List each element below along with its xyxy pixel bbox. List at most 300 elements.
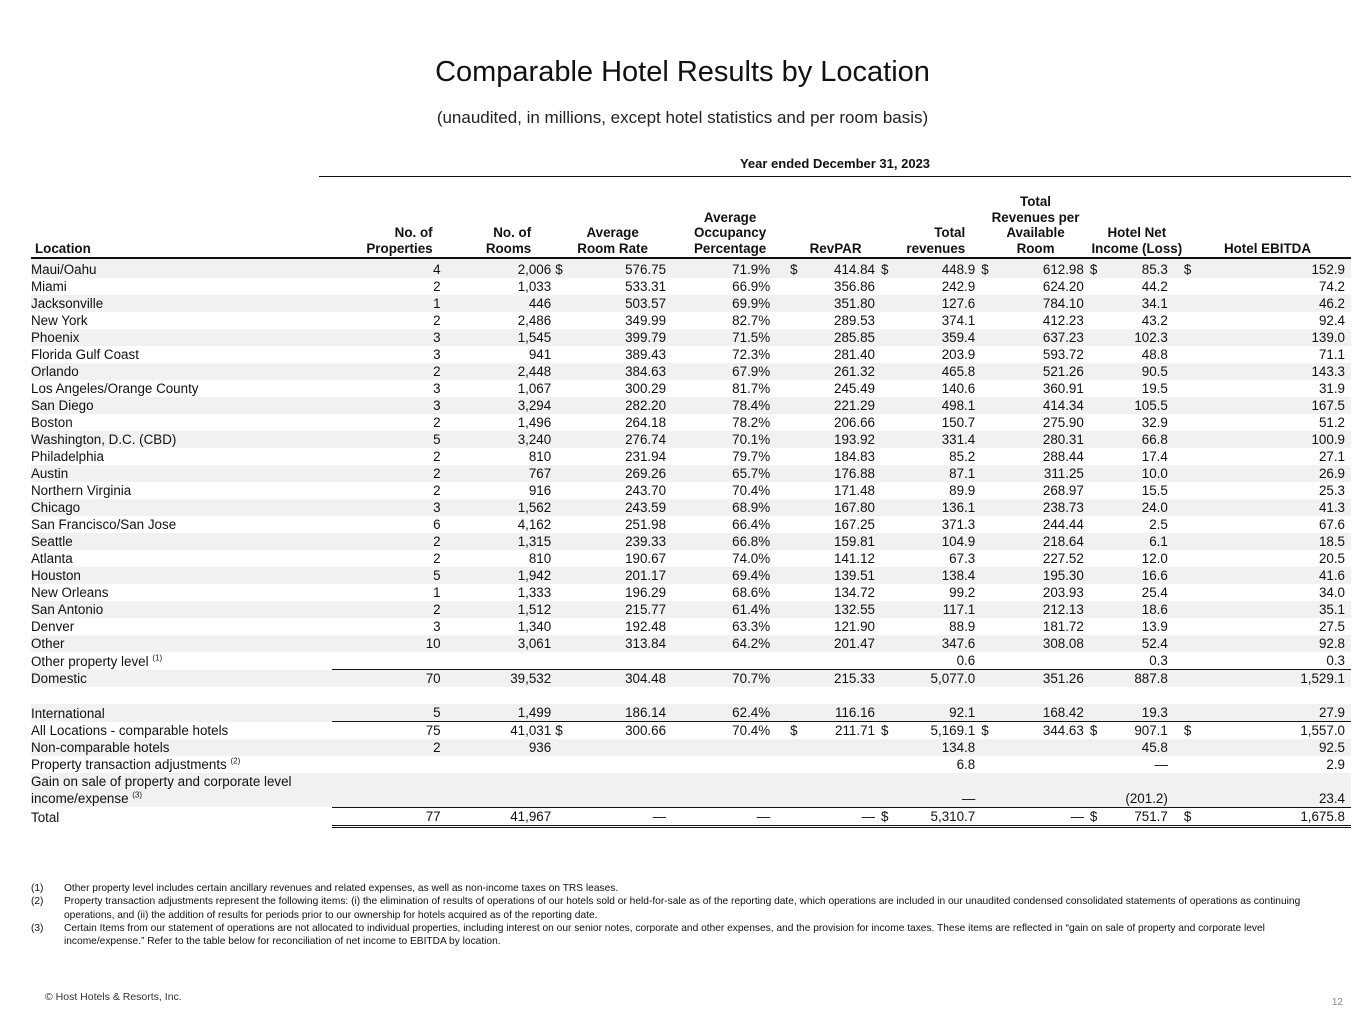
cell-occupancy: 69.9% [670, 295, 790, 312]
currency-symbol: $ [1090, 258, 1109, 278]
footnote-1: (1) Other property level includes certain ancillary revenues and related expenses, as well as non-income taxes on TRS leases. [31, 883, 619, 894]
currency-symbol [1090, 380, 1109, 397]
cell-rooms: 39,532 [447, 670, 556, 688]
cell-occupancy: 66.9% [732, 279, 771, 294]
currency-symbol [1184, 295, 1203, 312]
cell-revpar: 171.48 [834, 483, 875, 498]
cell-rooms [447, 756, 556, 773]
currency-symbol: $ [881, 722, 900, 740]
row-location: Atlanta [31, 551, 73, 566]
cell-ebitda: 41.6 [1203, 567, 1351, 584]
currency-symbol [1090, 739, 1109, 756]
currency-symbol [1090, 482, 1109, 499]
cell-net-income: 102.3 [1109, 329, 1184, 346]
domestic-row [31, 670, 1351, 688]
cell-ebitda: 71.1 [1318, 347, 1345, 362]
currency-symbol [790, 652, 809, 670]
currency-symbol [1090, 465, 1109, 482]
currency-symbol [790, 567, 809, 584]
row-location: Phoenix [31, 329, 332, 346]
currency-symbol: $ [790, 258, 809, 278]
cell-properties: 2 [433, 415, 441, 430]
currency-symbol [981, 312, 1000, 329]
cell-net-income: 90.5 [1109, 363, 1184, 380]
cell-occupancy: 71.5% [670, 329, 790, 346]
cell-net-income: 52.4 [1109, 635, 1184, 652]
cell-revpar: 132.55 [809, 601, 881, 618]
currency-symbol [790, 295, 809, 312]
cell-total-rev: 67.3 [949, 551, 976, 566]
currency-symbol [981, 635, 1000, 652]
cell-revpar [809, 773, 881, 807]
location-row [31, 346, 1351, 363]
currency-symbol [981, 652, 1000, 670]
currency-symbol [1090, 397, 1109, 414]
cell-revpar: 356.86 [834, 279, 875, 294]
cell-avg-rate [574, 652, 670, 670]
cell-net-income: 10.0 [1109, 465, 1184, 482]
currency-symbol [881, 635, 900, 652]
currency-symbol [981, 550, 1000, 567]
cell-rooms: 1,333 [517, 585, 552, 600]
currency-symbol [1184, 431, 1203, 448]
currency-symbol: $ [1184, 258, 1203, 278]
currency-symbol [555, 431, 574, 448]
cell-net-income: 13.9 [1141, 619, 1168, 634]
cell-avg-rate: 349.99 [625, 313, 667, 328]
cell-occupancy: — [670, 807, 790, 826]
currency-symbol [555, 465, 574, 482]
cell-occupancy: 74.0% [732, 551, 771, 566]
cell-occupancy: 62.4% [670, 704, 790, 722]
cell-net-income: 85.3 [1109, 258, 1184, 278]
cell-ebitda: 35.1 [1203, 601, 1351, 618]
row-location: Boston [31, 415, 73, 430]
row-location: San Diego [31, 397, 332, 414]
currency-symbol [555, 670, 574, 688]
cell-avg-rate: 231.94 [625, 449, 667, 464]
cell-total-rev: 0.6 [956, 653, 976, 668]
currency-symbol [555, 739, 574, 756]
non-comparable-row [31, 739, 1351, 756]
row-location: Los Angeles/Orange County [31, 381, 199, 396]
row-location: Austin [31, 465, 332, 482]
currency-symbol [881, 739, 900, 756]
cell-occupancy: 72.3% [732, 347, 771, 362]
currency-symbol: $ [555, 258, 574, 278]
cell-ebitda: 92.4 [1318, 313, 1345, 328]
gain-on-sale-row [31, 773, 1351, 807]
cell-rooms: 1,315 [447, 533, 556, 550]
currency-symbol [881, 584, 900, 601]
currency-symbol [1184, 448, 1203, 465]
currency-symbol: $ [1090, 722, 1109, 740]
currency-symbol [790, 618, 809, 635]
cell-trevpar: 238.73 [1000, 499, 1090, 516]
currency-symbol [881, 773, 900, 807]
hotel-results-table [31, 182, 1351, 828]
cell-total-rev: 242.9 [941, 279, 976, 294]
currency-symbol [1184, 670, 1203, 688]
cell-occupancy: 70.7% [670, 670, 790, 688]
currency-symbol [555, 448, 574, 465]
cell-ebitda: 34.0 [1318, 585, 1345, 600]
cell-revpar: 414.84 [809, 258, 881, 278]
cell-total-rev: 374.1 [941, 313, 976, 328]
column-header-location: Location [31, 182, 332, 258]
row-location: Total [31, 810, 60, 825]
cell-net-income: 44.2 [1141, 279, 1168, 294]
cell-rooms: 1,942 [447, 567, 556, 584]
currency-symbol [1090, 329, 1109, 346]
location-row [31, 312, 1351, 329]
cell-avg-rate [574, 756, 670, 773]
cell-occupancy: 78.4% [670, 397, 790, 414]
location-row [31, 499, 1351, 516]
cell-properties: 2 [433, 551, 441, 566]
cell-properties [332, 756, 447, 773]
row-location: Other [31, 635, 332, 652]
cell-trevpar: 593.72 [1042, 347, 1084, 362]
currency-symbol [555, 635, 574, 652]
cell-total-rev: 89.9 [949, 483, 976, 498]
cell-properties [332, 773, 447, 807]
location-row [31, 363, 1351, 380]
currency-symbol [981, 618, 1000, 635]
period-header-rule [319, 176, 1351, 177]
location-row [31, 278, 1351, 295]
row-location: Washington, D.C. (CBD) [31, 431, 332, 448]
cell-occupancy: 82.7% [732, 313, 771, 328]
currency-symbol [1090, 278, 1109, 295]
cell-revpar: 167.25 [834, 517, 875, 532]
cell-total-rev: 359.4 [900, 329, 981, 346]
currency-symbol [1090, 652, 1109, 670]
cell-trevpar: 308.08 [1000, 635, 1090, 652]
cell-net-income: 19.3 [1109, 704, 1184, 722]
currency-symbol [1184, 465, 1203, 482]
row-location: International [31, 704, 332, 722]
location-row [31, 329, 1351, 346]
currency-symbol [981, 329, 1000, 346]
row-location: Chicago [31, 499, 332, 516]
currency-symbol [790, 346, 809, 363]
currency-symbol [881, 567, 900, 584]
currency-symbol [1184, 635, 1203, 652]
cell-trevpar: 344.63 [1000, 722, 1090, 740]
cell-total-rev: 136.1 [900, 499, 981, 516]
cell-ebitda: 0.3 [1326, 653, 1345, 668]
currency-symbol [1184, 499, 1203, 516]
cell-revpar: 206.66 [834, 415, 875, 430]
currency-symbol [555, 533, 574, 550]
currency-symbol [981, 346, 1000, 363]
cell-properties: 3 [332, 397, 447, 414]
footnote-marker: (1) [152, 653, 163, 663]
cell-occupancy [670, 652, 790, 670]
cell-occupancy: 78.2% [732, 415, 771, 430]
cell-avg-rate: 399.79 [574, 329, 670, 346]
currency-symbol [981, 773, 1000, 807]
cell-net-income: 25.4 [1141, 585, 1168, 600]
currency-symbol [981, 295, 1000, 312]
cell-net-income: 6.1 [1109, 533, 1184, 550]
currency-symbol [1184, 550, 1203, 567]
cell-trevpar: 412.23 [1042, 313, 1084, 328]
cell-occupancy: 70.4% [670, 722, 790, 740]
cell-trevpar: 227.52 [1042, 551, 1084, 566]
cell-net-income: 15.5 [1141, 483, 1168, 498]
cell-ebitda: 92.8 [1203, 635, 1351, 652]
international-row [31, 704, 1351, 722]
currency-symbol [1090, 363, 1109, 380]
location-row [31, 295, 1351, 312]
currency-symbol [981, 363, 1000, 380]
cell-net-income: 24.0 [1109, 499, 1184, 516]
cell-avg-rate: 533.31 [625, 279, 667, 294]
row-location: Denver [31, 619, 75, 634]
row-location: Non-comparable hotels [31, 739, 332, 756]
cell-properties: 70 [332, 670, 447, 688]
currency-symbol [881, 601, 900, 618]
cell-total-rev: 347.6 [900, 635, 981, 652]
cell-rooms: 2,486 [517, 313, 552, 328]
location-row [31, 550, 1351, 567]
copyright: © Host Hotels & Resorts, Inc. [45, 991, 182, 1003]
cell-net-income: 887.8 [1109, 670, 1184, 688]
cell-properties: 1 [433, 585, 441, 600]
currency-symbol [981, 278, 1000, 295]
cell-net-income: 43.2 [1141, 313, 1168, 328]
currency-symbol [881, 550, 900, 567]
currency-symbol [1090, 295, 1109, 312]
cell-revpar: 176.88 [809, 465, 881, 482]
cell-properties: 77 [332, 807, 447, 826]
currency-symbol [981, 482, 1000, 499]
cell-ebitda: 143.3 [1203, 363, 1351, 380]
cell-net-income: 907.1 [1109, 722, 1184, 740]
cell-avg-rate: 389.43 [625, 347, 667, 362]
cell-ebitda: 139.0 [1203, 329, 1351, 346]
cell-properties: 3 [332, 499, 447, 516]
cell-occupancy: 68.6% [732, 585, 771, 600]
currency-symbol [1184, 652, 1203, 670]
currency-symbol [1090, 431, 1109, 448]
cell-revpar: 121.90 [834, 619, 875, 634]
currency-symbol [881, 756, 900, 773]
cell-net-income: 19.5 [1141, 381, 1168, 396]
cell-ebitda: 46.2 [1203, 295, 1351, 312]
cell-trevpar: 203.93 [1042, 585, 1084, 600]
currency-symbol: $ [790, 722, 809, 740]
currency-symbol [1090, 312, 1109, 329]
footnote-3: (3) Certain Items from our statement of operations are not allocated to individual properties, including interest on our senior notes, corporate and other expenses, and the provision for income taxes. These items are reflected in “gain on sale of property and corporate level income/expense.” Refer to the table below for reconciliation of net income to EBITDA by location. [31, 922, 1265, 948]
currency-symbol [555, 482, 574, 499]
currency-symbol [555, 499, 574, 516]
period-header: Year ended December 31, 2023 [739, 156, 931, 171]
cell-properties: 3 [433, 381, 441, 396]
currency-symbol [1184, 312, 1203, 329]
currency-symbol [555, 807, 574, 826]
cell-avg-rate [574, 739, 670, 756]
cell-rooms: 916 [528, 483, 552, 498]
row-location: Florida Gulf Coast [31, 347, 139, 362]
cell-properties: 2 [433, 313, 441, 328]
cell-revpar: 351.80 [809, 295, 881, 312]
currency-symbol [1090, 704, 1109, 722]
cell-avg-rate: 243.70 [625, 483, 667, 498]
cell-ebitda: 18.5 [1203, 533, 1351, 550]
currency-symbol [1184, 482, 1203, 499]
cell-net-income: (201.2) [1109, 773, 1184, 807]
currency-symbol [555, 550, 574, 567]
footnote-marker: (2) [230, 756, 241, 766]
page-subtitle: (unaudited, in millions, except hotel statistics and per room basis) [436, 108, 929, 127]
cell-revpar: 116.16 [809, 704, 881, 722]
currency-symbol [555, 380, 574, 397]
currency-symbol [881, 704, 900, 722]
cell-properties: 2 [433, 483, 441, 498]
currency-symbol [1090, 448, 1109, 465]
currency-symbol [1090, 756, 1109, 773]
cell-occupancy: 66.8% [670, 533, 790, 550]
total-row [31, 807, 1351, 826]
cell-total-rev: 88.9 [949, 619, 976, 634]
currency-symbol [790, 807, 809, 826]
cell-properties: 4 [332, 258, 447, 278]
currency-symbol [981, 414, 1000, 431]
cell-trevpar [1000, 773, 1090, 807]
currency-symbol [555, 363, 574, 380]
cell-rooms: 1,499 [447, 704, 556, 722]
cell-total-rev: 331.4 [900, 431, 981, 448]
cell-occupancy: 61.4% [670, 601, 790, 618]
cell-ebitda: 74.2 [1318, 279, 1345, 294]
location-row [31, 380, 1351, 397]
cell-avg-rate [574, 773, 670, 807]
currency-symbol [790, 431, 809, 448]
row-location: Domestic [31, 670, 332, 688]
cell-avg-rate: 251.98 [625, 517, 667, 532]
cell-revpar: 211.71 [809, 722, 881, 740]
row-location: Property transaction adjustments $^{(2)}$ [31, 756, 241, 772]
cell-trevpar: 612.98 [1000, 258, 1090, 278]
cell-total-rev: 448.9 [900, 258, 981, 278]
currency-symbol [555, 329, 574, 346]
cell-rooms: 810 [528, 449, 552, 464]
column-header-occupancy: Average Occupancy Percentage [670, 182, 790, 258]
cell-rooms: 446 [447, 295, 556, 312]
cell-avg-rate: 243.59 [574, 499, 670, 516]
cell-total-rev: 92.1 [900, 704, 981, 722]
currency-symbol [881, 329, 900, 346]
footnote-2: (2) Property transaction adjustments represent the following items: (i) the elimination of results of operations of our hotels sold or held-for-sale as of the reporting date, which operations are included in our unaudited condensed consolidated statements of operations as continuing operations, and (ii) the addition of results for periods prior to our ownership for hotels acquired as of the reporting date. [31, 896, 1301, 921]
cell-ebitda: 100.9 [1203, 431, 1351, 448]
cell-revpar [809, 756, 881, 773]
cell-avg-rate: 384.63 [574, 363, 670, 380]
cell-revpar: 159.81 [809, 533, 881, 550]
cell-net-income: — [1154, 757, 1168, 772]
cell-total-rev: 117.1 [900, 601, 981, 618]
cell-ebitda: 26.9 [1203, 465, 1351, 482]
cell-avg-rate: 215.77 [574, 601, 670, 618]
cell-avg-rate: — [574, 807, 670, 826]
currency-symbol [555, 601, 574, 618]
cell-properties: 3 [433, 619, 441, 634]
cell-revpar: 261.32 [809, 363, 881, 380]
page-number: 12 [1331, 997, 1343, 1008]
cell-total-rev: 134.8 [900, 739, 981, 756]
cell-revpar [809, 652, 881, 670]
cell-net-income: 16.6 [1109, 567, 1184, 584]
cell-total-rev: 127.6 [900, 295, 981, 312]
location-row [31, 465, 1351, 482]
cell-trevpar: 784.10 [1000, 295, 1090, 312]
cell-ebitda: 167.5 [1203, 397, 1351, 414]
cell-revpar: 139.51 [809, 567, 881, 584]
cell-revpar: — [809, 807, 881, 826]
currency-symbol [790, 704, 809, 722]
currency-symbol [555, 618, 574, 635]
currency-symbol [981, 431, 1000, 448]
cell-revpar: 167.80 [809, 499, 881, 516]
currency-symbol [981, 601, 1000, 618]
currency-symbol [1184, 773, 1203, 807]
cell-ebitda: 2.9 [1326, 757, 1345, 772]
cell-trevpar: 195.30 [1000, 567, 1090, 584]
cell-ebitda: 31.9 [1318, 381, 1345, 396]
cell-properties: 3 [332, 329, 447, 346]
currency-symbol [790, 414, 809, 431]
all-locations-row [31, 722, 1351, 740]
cell-properties: 75 [332, 722, 447, 740]
currency-symbol [881, 414, 900, 431]
currency-symbol: $ [981, 258, 1000, 278]
currency-symbol [981, 397, 1000, 414]
row-location: Jacksonville [31, 295, 332, 312]
cell-revpar: 285.85 [809, 329, 881, 346]
cell-total-rev: 104.9 [900, 533, 981, 550]
currency-symbol [1090, 516, 1109, 533]
cell-trevpar: 218.64 [1000, 533, 1090, 550]
currency-symbol [555, 312, 574, 329]
currency-symbol [1090, 601, 1109, 618]
cell-net-income: 2.5 [1149, 517, 1168, 532]
currency-symbol: $ [1184, 807, 1203, 826]
cell-total-rev: 371.3 [941, 517, 976, 532]
cell-rooms: 41,967 [447, 807, 556, 826]
currency-symbol [555, 652, 574, 670]
cell-properties: 2 [332, 363, 447, 380]
cell-rooms: 767 [447, 465, 556, 482]
row-location: Orlando [31, 363, 332, 380]
location-row [31, 448, 1351, 465]
cell-ebitda: 27.1 [1318, 449, 1345, 464]
cell-properties: 2 [332, 601, 447, 618]
location-row [31, 635, 1351, 652]
currency-symbol [1090, 773, 1109, 807]
currency-symbol [1090, 584, 1109, 601]
row-location: New Orleans [31, 585, 109, 600]
cell-trevpar: 280.31 [1000, 431, 1090, 448]
cell-ebitda: 92.5 [1203, 739, 1351, 756]
currency-symbol [790, 773, 809, 807]
currency-symbol [1090, 414, 1109, 431]
currency-symbol [555, 346, 574, 363]
row-location: New York [31, 313, 88, 328]
cell-trevpar: 637.23 [1000, 329, 1090, 346]
row-location: Philadelphia [31, 449, 104, 464]
